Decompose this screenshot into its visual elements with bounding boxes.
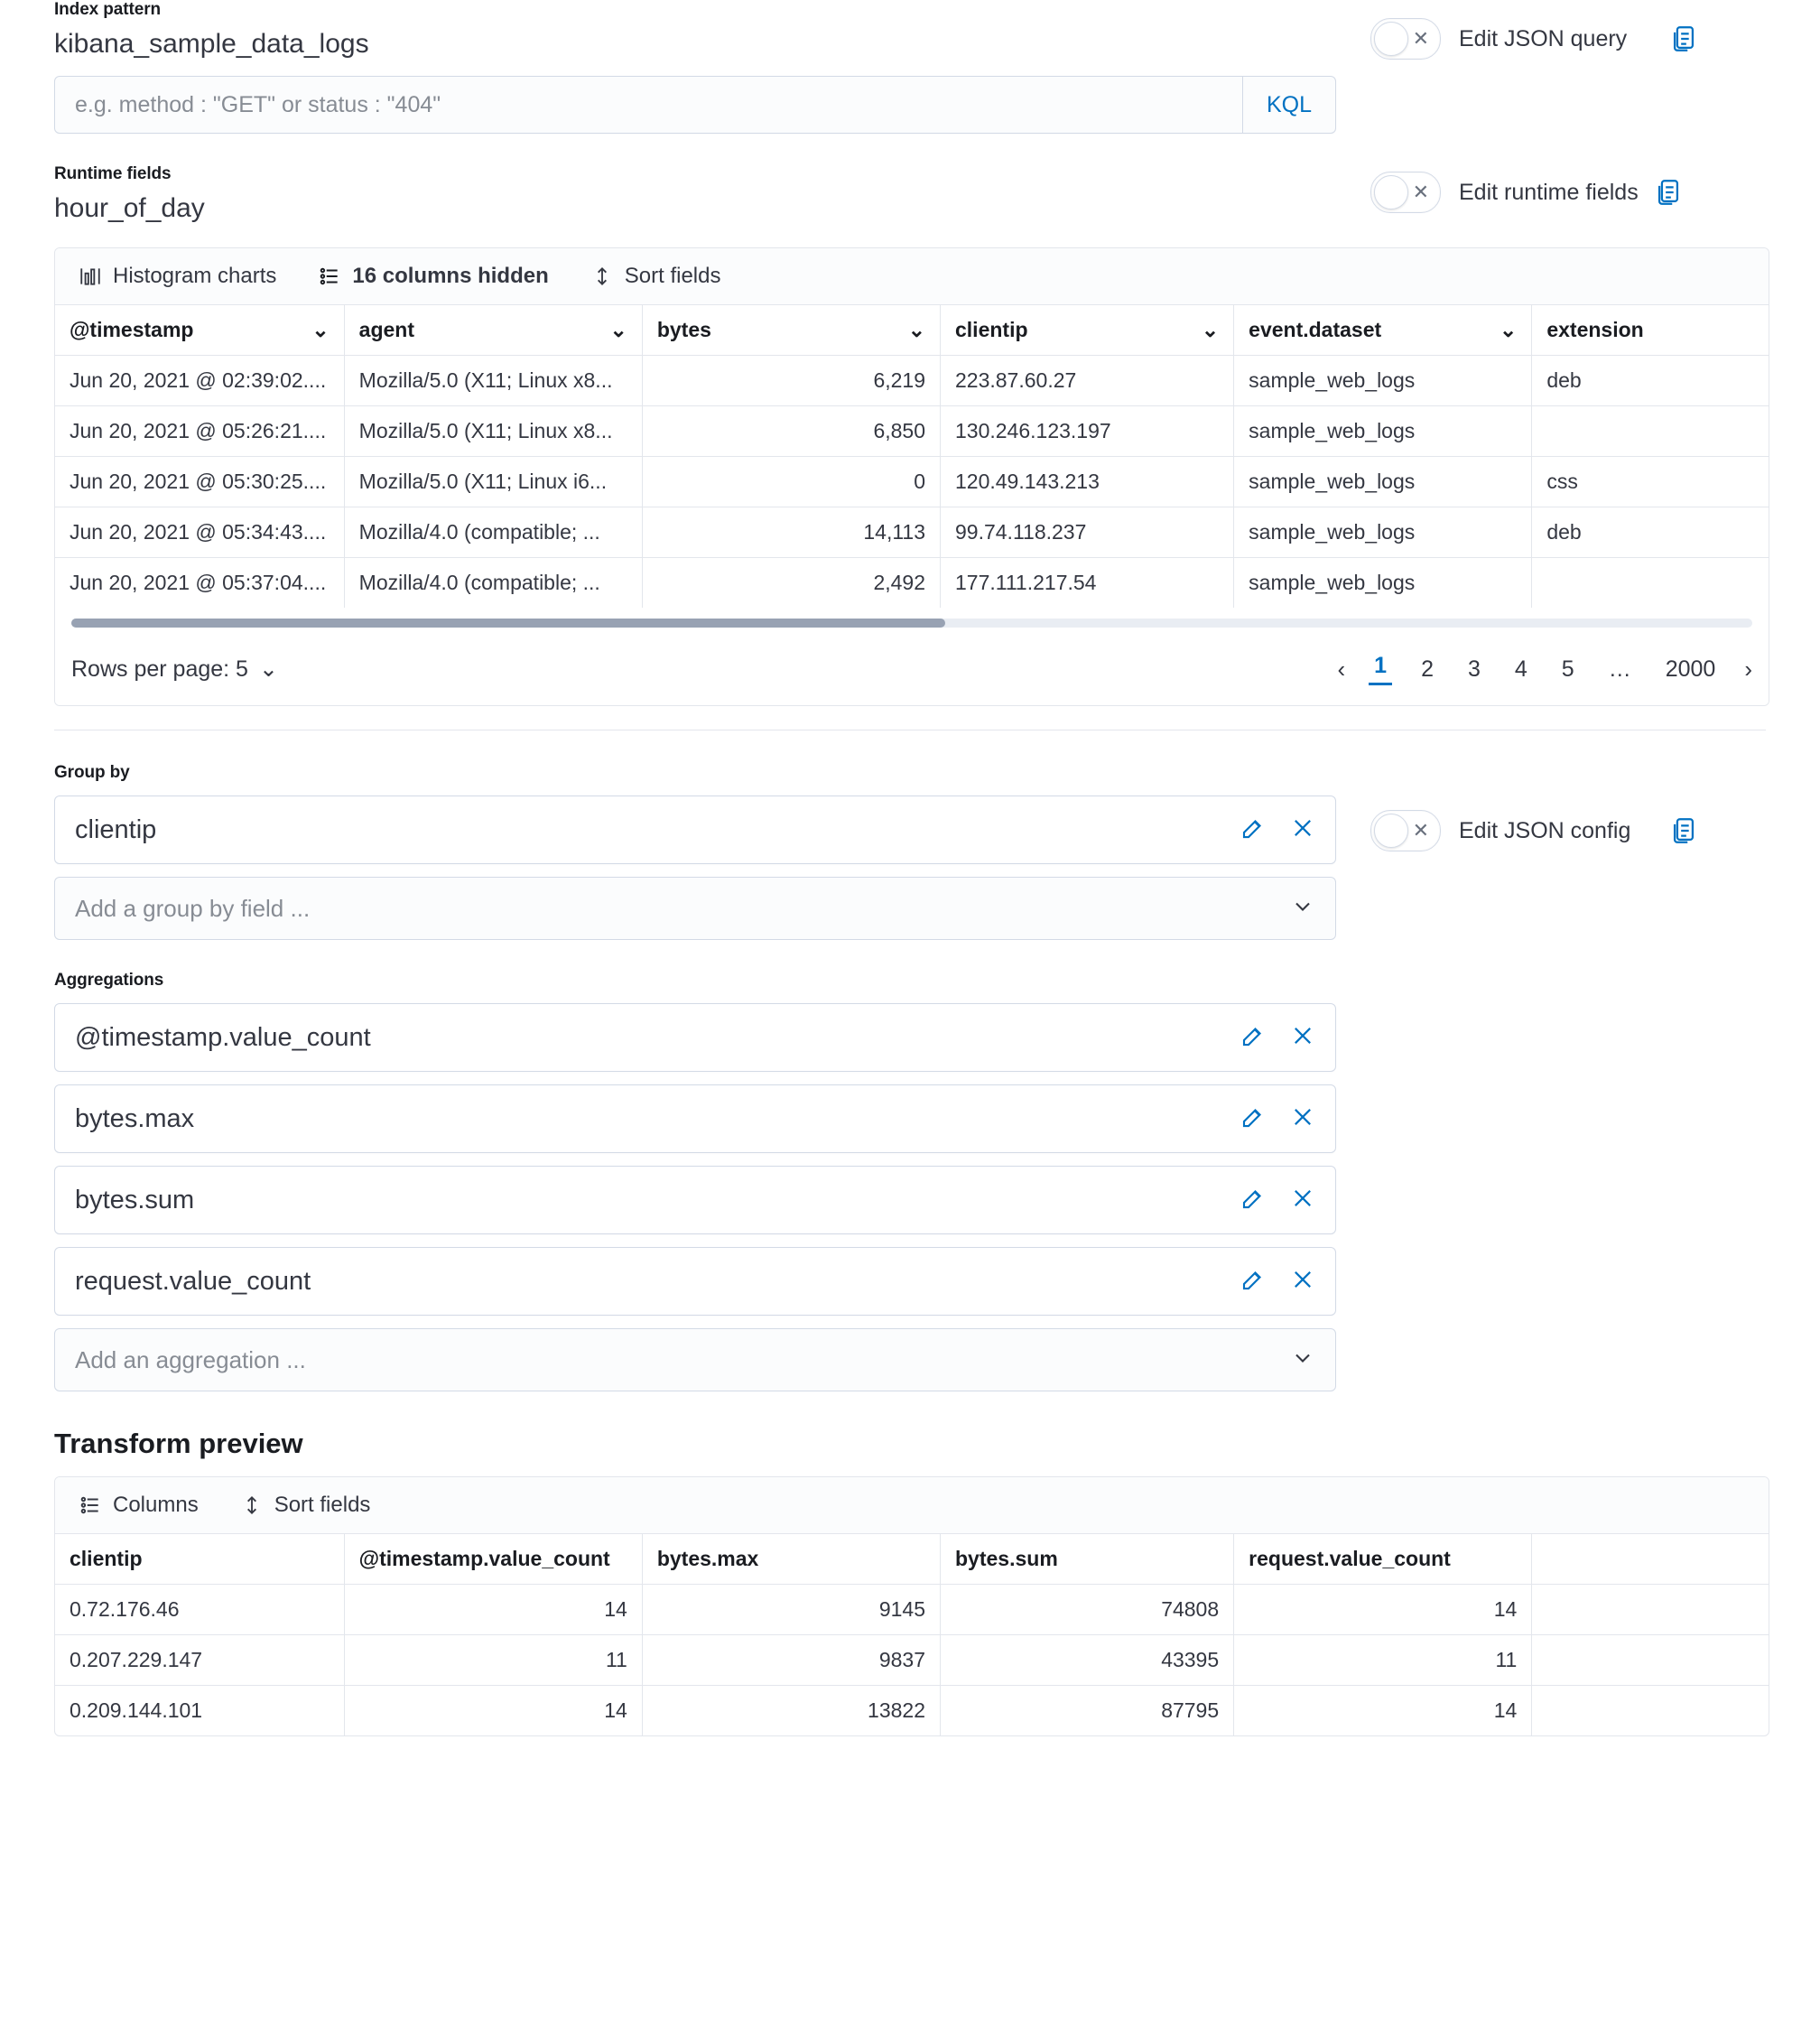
- table-row: [55, 558, 1769, 609]
- kql-language-button[interactable]: KQL: [1242, 77, 1335, 133]
- cell-bytes: 2,492: [642, 558, 940, 609]
- copy-clipboard-icon[interactable]: [1668, 815, 1699, 846]
- page-4-button[interactable]: 4: [1514, 656, 1528, 682]
- horizontal-scrollbar[interactable]: [55, 608, 1769, 633]
- page-2000-button[interactable]: 2000: [1665, 656, 1716, 682]
- column-label: bytes: [656, 318, 711, 341]
- columns-hidden-button[interactable]: [311, 258, 555, 294]
- table-row: [55, 507, 1769, 558]
- toggle-knob: [1374, 814, 1408, 848]
- index-pattern-value: kibana_sample_data_logs: [54, 29, 369, 59]
- preview-grid-toolbar: [55, 1477, 1769, 1534]
- cell-clientip: 120.49.143.213: [941, 457, 1234, 507]
- cell-timestamp-value-count: 14: [344, 1585, 642, 1635]
- column-label: clientip: [955, 318, 1028, 341]
- next-page-button[interactable]: ›: [1744, 655, 1752, 683]
- cell-bytes-max: 13822: [642, 1686, 940, 1736]
- toggle-knob: [1374, 175, 1408, 209]
- cell-agent: Mozilla/5.0 (X11; Linux x8...: [344, 356, 642, 406]
- aggregations-section: [0, 971, 1820, 1391]
- group-by-entry-label: clientip: [75, 814, 157, 844]
- chevron-down-icon: ⌄: [258, 656, 278, 682]
- cell-empty: [1532, 1635, 1769, 1686]
- delete-close-icon[interactable]: [1290, 1186, 1315, 1215]
- index-pattern-section: [0, 0, 1820, 134]
- edit-pencil-icon[interactable]: [1240, 814, 1267, 846]
- preview-sort-fields-label: Sort fields: [274, 1493, 371, 1517]
- table-row: [55, 1686, 1769, 1736]
- edit-json-config-row: [1336, 763, 1766, 851]
- cell-bytes: 6,850: [642, 406, 940, 457]
- edit-runtime-fields-toggle[interactable]: [1370, 172, 1441, 213]
- preview-header-row: [55, 1534, 1769, 1585]
- query-bar[interactable]: [54, 76, 1336, 134]
- cell-timestamp: Jun 20, 2021 @ 05:26:21....: [55, 406, 344, 457]
- cell-clientip: 0.72.176.46: [55, 1585, 344, 1635]
- chevron-down-icon[interactable]: ⌄: [1201, 318, 1220, 341]
- cell-timestamp: Jun 20, 2021 @ 05:30:25....: [55, 457, 344, 507]
- aggregation-entry-request-value-count[interactable]: [54, 1247, 1336, 1316]
- delete-close-icon[interactable]: [1290, 1104, 1315, 1134]
- runtime-fields-value: hour_of_day: [54, 193, 205, 223]
- add-aggregation-combo[interactable]: [54, 1328, 1336, 1391]
- runtime-fields-section: [0, 164, 1820, 224]
- aggregation-entry-bytes-max[interactable]: [54, 1084, 1336, 1153]
- chevron-down-icon[interactable]: [1290, 1345, 1315, 1375]
- page-3-button[interactable]: 3: [1467, 656, 1481, 682]
- histogram-charts-button[interactable]: [71, 258, 283, 294]
- edit-json-config-label: Edit JSON config: [1459, 817, 1631, 843]
- cell-event-dataset: sample_web_logs: [1234, 356, 1532, 406]
- aggregation-entry-label: @timestamp.value_count: [75, 1022, 371, 1052]
- columns-hidden-label: 16 columns hidden: [352, 264, 549, 288]
- sort-fields-button[interactable]: [583, 258, 729, 294]
- aggregation-entry-bytes-sum[interactable]: [54, 1166, 1336, 1234]
- cell-agent: Mozilla/4.0 (compatible; ...: [344, 507, 642, 558]
- column-header-timestamp[interactable]: [55, 305, 344, 356]
- cell-empty: [1532, 1585, 1769, 1635]
- cell-extension: deb: [1532, 507, 1769, 558]
- source-index-preview: [0, 247, 1820, 706]
- close-icon: ✕: [1412, 819, 1429, 842]
- copy-clipboard-icon[interactable]: [1653, 177, 1684, 208]
- cell-bytes-sum: 43395: [941, 1635, 1234, 1686]
- cell-event-dataset: sample_web_logs: [1234, 406, 1532, 457]
- add-aggregation-placeholder: Add an aggregation ...: [75, 1345, 306, 1373]
- edit-pencil-icon[interactable]: [1240, 1103, 1267, 1135]
- edit-json-query-toggle[interactable]: [1370, 18, 1441, 60]
- transform-preview-title: Transform preview: [54, 1428, 303, 1459]
- cell-bytes-sum: 74808: [941, 1585, 1234, 1635]
- cell-timestamp: Jun 20, 2021 @ 05:37:04....: [55, 558, 344, 609]
- cell-empty: [1532, 1686, 1769, 1736]
- column-header-extension[interactable]: [1532, 305, 1769, 356]
- preview-sort-fields-button[interactable]: [233, 1487, 378, 1523]
- column-header-event-dataset[interactable]: [1234, 305, 1532, 356]
- column-header-bytes[interactable]: [642, 305, 940, 356]
- cell-timestamp: Jun 20, 2021 @ 02:39:02....: [55, 356, 344, 406]
- cell-extension: css: [1532, 457, 1769, 507]
- column-header-request-value-count[interactable]: request.value_count: [1234, 1534, 1532, 1585]
- cell-timestamp-value-count: 14: [344, 1686, 642, 1736]
- query-input[interactable]: [55, 77, 1242, 133]
- column-header-timestamp-value-count[interactable]: @timestamp.value_count: [344, 1534, 642, 1585]
- chevron-down-icon[interactable]: ⌄: [907, 318, 925, 341]
- source-data-grid: [54, 247, 1769, 706]
- cell-bytes-max: 9837: [642, 1635, 940, 1686]
- transform-preview-section: [0, 1428, 1820, 1736]
- close-icon: ✕: [1412, 181, 1429, 203]
- sort-icon: [240, 1493, 264, 1517]
- chevron-down-icon[interactable]: ⌄: [311, 318, 330, 341]
- close-icon: ✕: [1412, 27, 1429, 50]
- cell-clientip: 177.111.217.54: [941, 558, 1234, 609]
- index-pattern-label: Index pattern: [54, 0, 161, 19]
- column-header-agent[interactable]: [344, 305, 642, 356]
- table-row: [55, 1635, 1769, 1686]
- source-table: [55, 305, 1769, 608]
- cell-bytes-sum: 87795: [941, 1686, 1234, 1736]
- cell-agent: Mozilla/4.0 (compatible; ...: [344, 558, 642, 609]
- previous-page-button[interactable]: ‹: [1337, 655, 1346, 683]
- column-header-bytes-max[interactable]: bytes.max: [642, 1534, 940, 1585]
- column-header-empty: [1532, 1534, 1769, 1585]
- preview-columns-label: Columns: [113, 1493, 199, 1517]
- edit-json-query-row: [1336, 0, 1766, 60]
- column-header-clientip[interactable]: clientip: [55, 1534, 344, 1585]
- cell-bytes: 6,219: [642, 356, 940, 406]
- aggregation-entry-label: bytes.sum: [75, 1185, 195, 1214]
- cell-request-value-count: 14: [1234, 1686, 1532, 1736]
- cell-bytes: 0: [642, 457, 940, 507]
- aggregation-entry-label: bytes.max: [75, 1103, 195, 1133]
- histogram-icon: [79, 265, 102, 288]
- edit-pencil-icon[interactable]: [1240, 1185, 1267, 1216]
- pagination: [1338, 653, 1753, 685]
- chevron-down-icon[interactable]: [1290, 894, 1315, 924]
- cell-clientip: 99.74.118.237: [941, 507, 1234, 558]
- cell-timestamp: Jun 20, 2021 @ 05:34:43....: [55, 507, 344, 558]
- runtime-fields-label: Runtime fields: [54, 164, 172, 183]
- transform-preview-grid: [54, 1476, 1769, 1736]
- copy-clipboard-icon[interactable]: [1668, 23, 1699, 54]
- toggle-knob: [1374, 22, 1408, 56]
- cell-timestamp-value-count: 11: [344, 1635, 642, 1686]
- page-5-button[interactable]: 5: [1561, 656, 1574, 682]
- edit-pencil-icon[interactable]: [1240, 1266, 1267, 1298]
- column-label: extension: [1546, 318, 1644, 341]
- table-row: [55, 406, 1769, 457]
- aggregation-entry-label: request.value_count: [75, 1266, 311, 1296]
- rows-per-page-button[interactable]: [71, 656, 278, 683]
- column-header-clientip[interactable]: [941, 305, 1234, 356]
- cell-clientip: 0.207.229.147: [55, 1635, 344, 1686]
- aggregation-entry-timestamp-value-count[interactable]: [54, 1003, 1336, 1072]
- cell-extension: [1532, 406, 1769, 457]
- rows-per-page-label: Rows per page: 5: [71, 656, 248, 682]
- edit-json-query-label: Edit JSON query: [1459, 25, 1628, 51]
- page-2-button[interactable]: 2: [1421, 656, 1434, 682]
- chevron-down-icon[interactable]: ⌄: [609, 318, 627, 341]
- cell-bytes-max: 9145: [642, 1585, 940, 1635]
- histogram-charts-label: Histogram charts: [113, 264, 277, 288]
- table-row: [55, 1585, 1769, 1635]
- group-by-label: Group by: [54, 763, 130, 782]
- cell-request-value-count: 14: [1234, 1585, 1532, 1635]
- cell-agent: Mozilla/5.0 (X11; Linux x8...: [344, 406, 642, 457]
- scrollbar-thumb[interactable]: [71, 619, 945, 628]
- columns-icon: [79, 1493, 102, 1517]
- column-label: event.dataset: [1249, 318, 1382, 341]
- sort-fields-label: Sort fields: [624, 264, 721, 288]
- add-group-by-field-combo[interactable]: [54, 877, 1336, 940]
- aggregations-label: Aggregations: [54, 971, 164, 990]
- sort-icon: [590, 265, 614, 288]
- edit-pencil-icon[interactable]: [1240, 1022, 1267, 1054]
- edit-json-config-toggle[interactable]: [1370, 810, 1441, 851]
- cell-clientip: 130.246.123.197: [941, 406, 1234, 457]
- cell-request-value-count: 11: [1234, 1635, 1532, 1686]
- column-label: agent: [358, 318, 414, 341]
- table-row: [55, 356, 1769, 406]
- cell-event-dataset: sample_web_logs: [1234, 457, 1532, 507]
- source-table-header-row: [55, 305, 1769, 356]
- cell-extension: [1532, 558, 1769, 609]
- delete-close-icon[interactable]: [1290, 1267, 1315, 1297]
- edit-runtime-fields-row: [1336, 164, 1766, 213]
- cell-clientip: 0.209.144.101: [55, 1686, 344, 1736]
- columns-icon: [318, 265, 341, 288]
- chevron-down-icon[interactable]: ⌄: [1500, 318, 1518, 341]
- delete-close-icon[interactable]: [1290, 815, 1315, 845]
- column-header-bytes-sum[interactable]: bytes.sum: [941, 1534, 1234, 1585]
- delete-close-icon[interactable]: [1290, 1023, 1315, 1053]
- source-grid-pagination: [55, 633, 1769, 705]
- column-label: @timestamp: [70, 318, 194, 341]
- preview-table: [55, 1534, 1769, 1735]
- preview-columns-button[interactable]: [71, 1487, 206, 1523]
- group-by-entry-clientip[interactable]: [54, 796, 1336, 864]
- cell-bytes: 14,113: [642, 507, 940, 558]
- cell-clientip: 223.87.60.27: [941, 356, 1234, 406]
- table-row: [55, 457, 1769, 507]
- group-by-section: [0, 763, 1820, 940]
- cell-event-dataset: sample_web_logs: [1234, 558, 1532, 609]
- cell-event-dataset: sample_web_logs: [1234, 507, 1532, 558]
- cell-agent: Mozilla/5.0 (X11; Linux i6...: [344, 457, 642, 507]
- cell-extension: deb: [1532, 356, 1769, 406]
- page-1-button[interactable]: 1: [1369, 653, 1392, 685]
- source-grid-toolbar: [55, 248, 1769, 305]
- page-ellipsis: …: [1608, 656, 1631, 682]
- edit-runtime-fields-label: Edit runtime fields: [1459, 179, 1639, 205]
- add-group-by-placeholder: Add a group by field ...: [75, 894, 311, 922]
